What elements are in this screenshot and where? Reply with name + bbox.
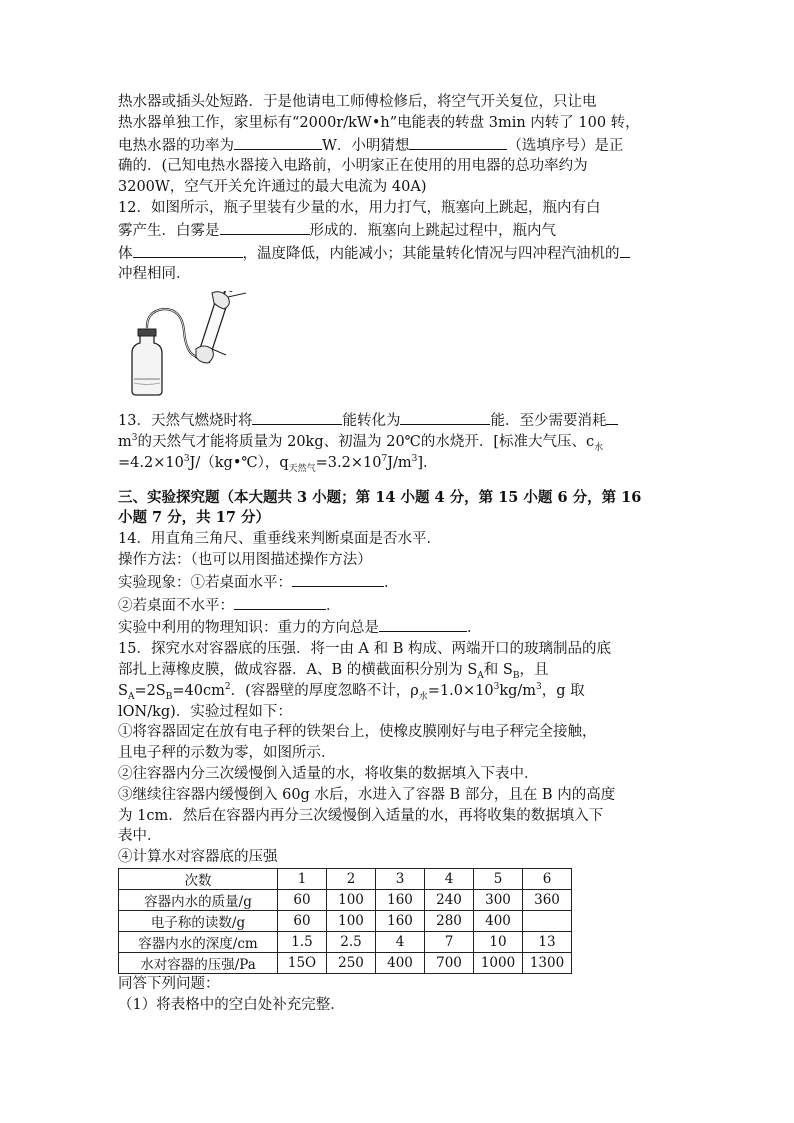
table-cell: 1000 <box>474 952 523 973</box>
q13-text: J/（kg•℃），q <box>189 454 289 471</box>
q12-line: 12．如图所示，瓶子里装有少量的水，用力打气，瓶塞向上跳起，瓶内有白 <box>118 199 601 216</box>
table-cell: 100 <box>327 889 376 910</box>
q12-line <box>118 242 678 265</box>
q14-line <box>118 571 678 594</box>
q15-text: ，且 <box>519 661 549 678</box>
q13-line <box>118 432 678 453</box>
table-cell: 250 <box>327 952 376 973</box>
table-cell: 60 <box>278 910 327 931</box>
table-cell: 4 <box>376 931 425 952</box>
q11-line: 热水器单独工作，家里标有“2000r/kW•h”电能表的转盘 3min 内转了 100 转， <box>118 114 640 131</box>
q15-subscript: A <box>127 691 135 702</box>
q11-text: （选填序号）是正 <box>507 137 624 154</box>
table-cell: 电子称的读数/g <box>119 910 278 931</box>
q14-text: ． <box>384 574 399 591</box>
table-cell: 1.5 <box>278 931 327 952</box>
q14-text: ． <box>326 597 341 614</box>
table-cell: 3 <box>376 868 425 889</box>
answer-blank[interactable] <box>133 242 243 258</box>
table-cell: 7 <box>425 931 474 952</box>
q13-text: 13．天然气燃烧时将 <box>118 413 253 430</box>
q15-text: ，g 取 <box>541 682 585 699</box>
q13-text: =4.2×10 <box>118 454 184 471</box>
q14-line: 操作方法：（也可以用图描述操作方法） <box>118 551 372 568</box>
bottle-pump-illustration <box>124 291 254 401</box>
q13-subscript: 天然气 <box>288 463 316 474</box>
answer-blank[interactable] <box>620 242 630 258</box>
q13-text: =3.2×10 <box>315 454 382 471</box>
q15-line: 且电子秤的示数为零，如图所示． <box>118 745 336 762</box>
answer-blank[interactable] <box>220 219 310 235</box>
q11-line <box>118 134 678 157</box>
section-heading: 三、实验探究题（本大题共 3 小题；第 14 小题 4 分，第 15 小题 6 分，第 16 <box>118 488 642 506</box>
q15-line: 15．探究水对容器底的压强．将一由 A 和 B 构成、两端开口的玻璃制品的底 <box>118 641 612 658</box>
table-row <box>119 952 572 973</box>
table-cell: 容器内水的质量/g <box>119 889 278 910</box>
q15-text: ．(容器壁的厚度忽略不计，ρ <box>230 682 419 699</box>
answer-blank[interactable] <box>292 571 384 587</box>
q13-text: J/m <box>387 454 412 471</box>
q13-text: 能．至少需要消耗 <box>490 413 607 430</box>
q15-line: ④计算水对容器底的压强 <box>118 849 278 866</box>
answer-blank[interactable] <box>234 594 326 610</box>
q14-text: 实验现象：①若桌面水平： <box>118 574 292 591</box>
section-heading: 小题 7 分，共 17 分） <box>118 509 270 527</box>
q15-line <box>118 681 678 702</box>
q12-text: ，温度降低，内能减小；其能量转化情况与四冲程汽油机的 <box>242 245 620 262</box>
table-cell: 60 <box>278 889 327 910</box>
table-cell: 100 <box>327 910 376 931</box>
q14-line <box>118 594 678 617</box>
table-blank-cell[interactable] <box>523 910 572 931</box>
table-row <box>119 910 572 931</box>
q12-text: 形成的．瓶塞向上跳起过程中，瓶内气 <box>309 222 556 239</box>
table-cell: 1300 <box>523 952 572 973</box>
q13-subscript: 水 <box>594 442 604 453</box>
q12-line: 冲程相同． <box>118 266 191 283</box>
q13-superscript: 3 <box>131 433 138 444</box>
q13-superscript: 7 <box>381 453 388 464</box>
q15-line: lON/kg)．实验过程如下： <box>118 703 292 720</box>
q13-line <box>118 453 678 474</box>
q15-text: 部扎上薄橡皮膜，做成容器．A、B 的横截面积分别为 S <box>118 661 478 678</box>
answer-blank[interactable] <box>252 409 342 425</box>
table-cell: 容器内水的深度/cm <box>119 931 278 952</box>
q15-superscript: 3 <box>493 681 500 692</box>
q11-line: 3200W，空气开关允许通过的最大电流为 40A) <box>118 179 427 196</box>
table-cell: 700 <box>425 952 474 973</box>
q15-text: =1.0×10 <box>427 682 494 699</box>
table-cell: 400 <box>474 910 523 931</box>
answer-blank[interactable] <box>400 409 490 425</box>
q15-subscript: 水 <box>418 691 428 702</box>
q15-line: ①将容器固定在放有电子秤的铁架台上，使橡皮膜刚好与电子秤完全接触， <box>118 724 597 741</box>
q12-text: 体 <box>118 245 133 262</box>
after-line: （1）将表格中的空白处补充完整． <box>118 996 345 1013</box>
table-cell: 400 <box>376 952 425 973</box>
table-cell: 次数 <box>119 868 278 889</box>
table-cell: 360 <box>523 889 572 910</box>
q11-line: 热水器或插头处短路．于是他请电工师傅检修后，将空气开关复位，只让电 <box>118 94 597 110</box>
q13-superscript: 3 <box>183 453 190 464</box>
q15-subscript: B <box>165 691 173 702</box>
q11-line: 确的．(己知电热水器接入电路前，小明家正在使用的用电器的总功率约为 <box>118 158 588 175</box>
q15-subscript: B <box>512 670 520 681</box>
q14-text: 实验中利用的物理知识：重力的方向总是 <box>118 620 379 637</box>
q13-text: m <box>118 433 132 450</box>
after-line: 同答下列问题： <box>118 975 220 992</box>
q15-line <box>118 660 678 681</box>
table-cell: 300 <box>474 889 523 910</box>
table-cell: 13 <box>523 931 572 952</box>
q15-line: ③继续往容器内缓慢倒入 60g 水后，水进入了容器 B 部分，且在 B 内的高度 <box>118 786 616 803</box>
table-cell: 15O <box>278 952 327 973</box>
table-cell: 6 <box>523 868 572 889</box>
table-cell: 280 <box>425 910 474 931</box>
q15-line: 为 1cm．然后在容器内再分三次缓慢倒入适量的水，再将收集的数据填入下 <box>118 807 604 824</box>
table-cell: 2.5 <box>327 931 376 952</box>
answer-blank[interactable] <box>379 616 467 632</box>
q15-superscript: 3 <box>536 681 542 692</box>
q13-line <box>118 409 678 432</box>
q15-text: =2S <box>134 682 166 699</box>
q14-text: ． <box>467 620 482 637</box>
data-table <box>118 868 572 974</box>
table-cell: 4 <box>425 868 474 889</box>
q11-text: W．小明猜想 <box>322 137 410 154</box>
answer-blank[interactable] <box>234 134 322 150</box>
q15-superscript: 2 <box>224 681 231 692</box>
table-row <box>119 868 572 889</box>
q13-text: ]． <box>417 454 438 471</box>
q13-superscript: 3 <box>411 453 418 464</box>
table-cell: 10 <box>474 931 523 952</box>
table-cell: 160 <box>376 889 425 910</box>
document-page <box>118 92 678 1016</box>
q15-text: =40cm <box>172 682 225 699</box>
q15-line: ②往容器内分三次缓慢倒入适量的水，将收集的数据填入下表中． <box>118 765 539 782</box>
q13-text: 能转化为 <box>342 413 401 430</box>
answer-blank[interactable] <box>606 409 618 425</box>
table-cell: 1 <box>278 868 327 889</box>
q13-text: 的天然气才能将质量为 20kg、初温为 20℃的水烧开．[标准大气压、c <box>137 433 595 450</box>
q14-text: ②若桌面不水平： <box>118 597 234 614</box>
q12-text: 雾产生．白雾是 <box>118 222 220 239</box>
bottle-pump-figure <box>124 291 254 401</box>
table-cell: 2 <box>327 868 376 889</box>
q14-line: 14．用直角三角尺、重垂线来判断桌面是否水平． <box>118 531 441 548</box>
q15-subscript: A <box>477 670 484 681</box>
q15-line: 表中． <box>118 828 162 845</box>
table-cell: 160 <box>376 910 425 931</box>
q15-text: kg/m <box>499 682 537 699</box>
q15-text: 和 S <box>483 661 513 678</box>
table-cell: 240 <box>425 889 474 910</box>
table-row <box>119 889 572 910</box>
table-cell: 水对容器的压强/Pa <box>119 952 278 973</box>
q14-line <box>118 616 678 639</box>
table-row <box>119 931 572 952</box>
table-cell: 5 <box>474 868 523 889</box>
q11-text: 电热水器的功率为 <box>118 137 234 154</box>
q12-line <box>118 219 678 242</box>
q15-text: S <box>118 682 128 699</box>
answer-blank[interactable] <box>409 134 507 150</box>
